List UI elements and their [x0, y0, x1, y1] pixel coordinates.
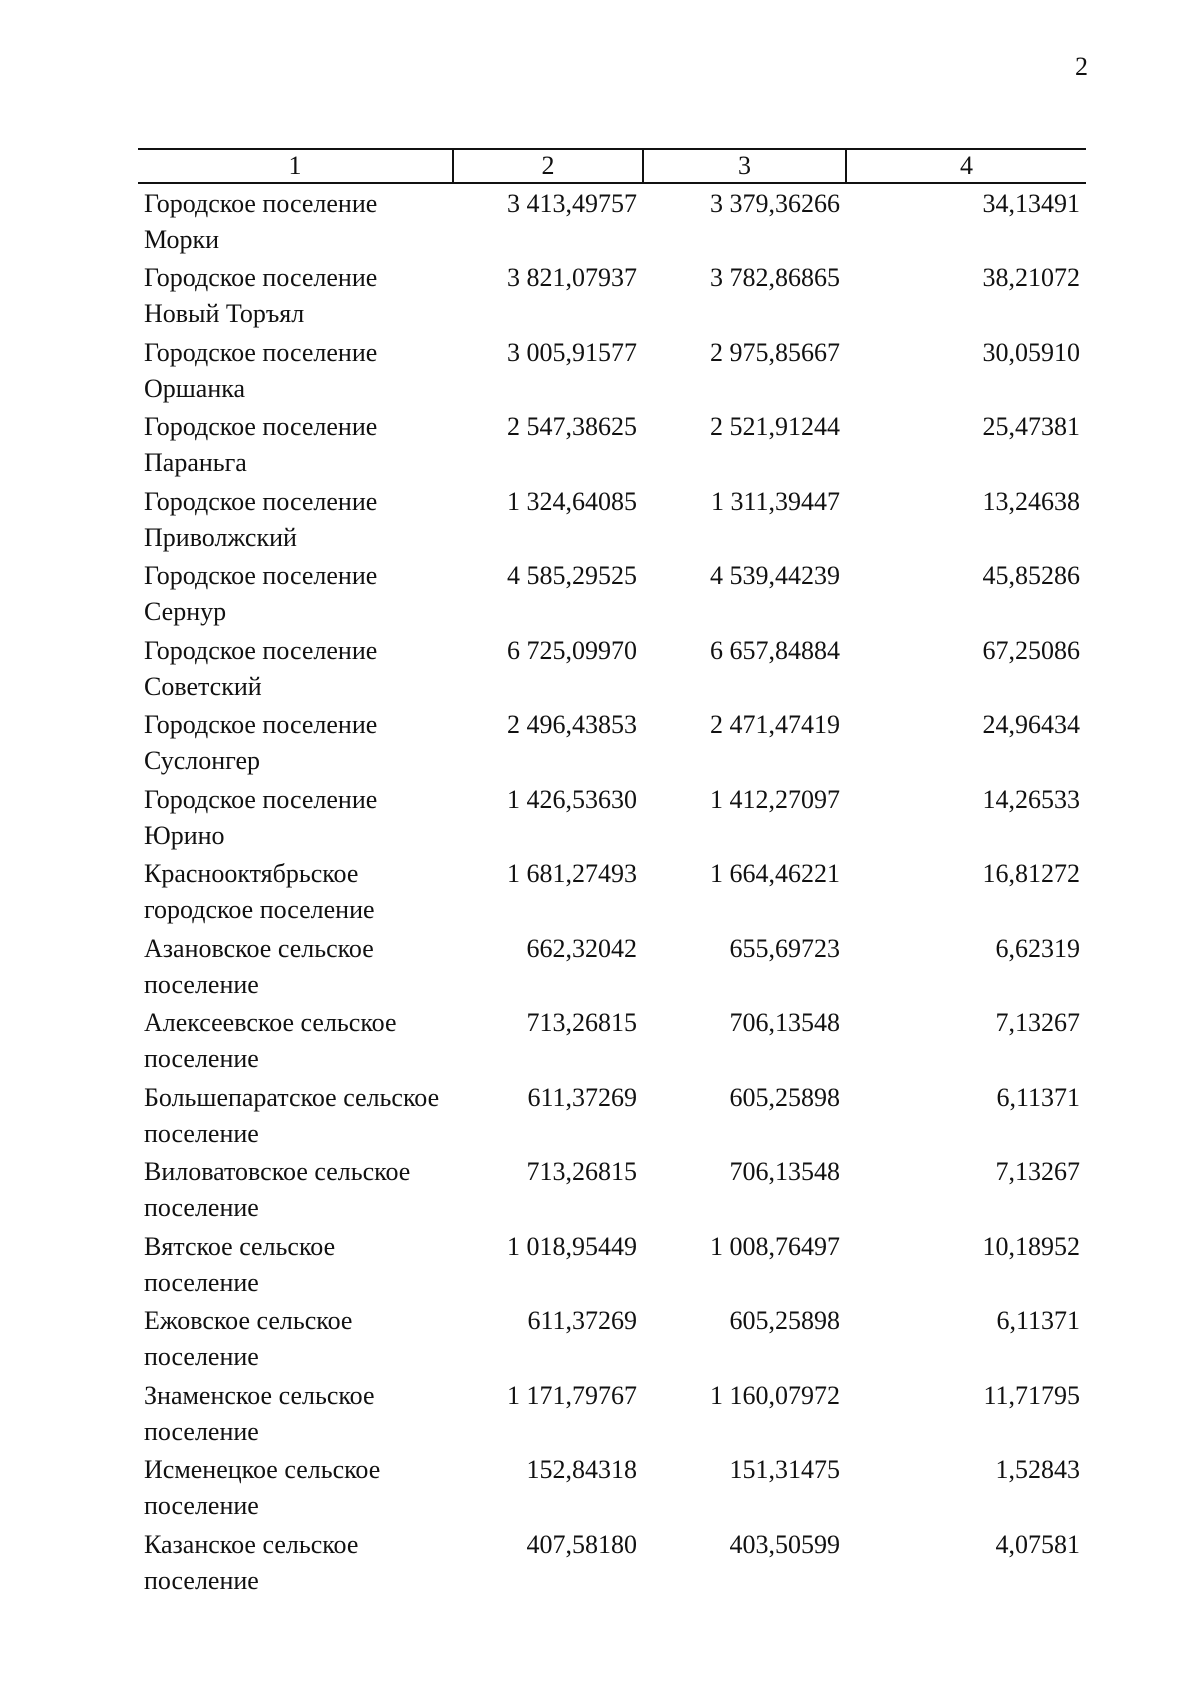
settlement-name: Вятское сельское поселение [144, 1231, 336, 1297]
settlement-name: Городское поселение Сернур [144, 561, 378, 626]
value-col-4: 30,05910 [982, 337, 1080, 367]
allocation-table [138, 148, 1086, 1599]
value-col-3: 1 412,27097 [710, 784, 840, 814]
value-col-3: 4 539,44239 [710, 561, 840, 590]
value-col-4: 67,25086 [982, 635, 1080, 665]
value-col-2: 3 413,49757 [507, 189, 637, 218]
column-header-1: 1 [138, 149, 453, 183]
table-body [138, 183, 1086, 1599]
value-col-4: 7,13267 [995, 1157, 1080, 1186]
value-col-2: 2 496,43853 [507, 710, 637, 739]
table-row [138, 556, 1086, 631]
value-col-2: 407,58180 [526, 1529, 637, 1559]
settlement-name: Городское поселение Юрино [144, 784, 378, 850]
value-col-4: 11,71795 [983, 1380, 1080, 1410]
value-col-3: 3 782,86865 [710, 263, 840, 292]
value-col-2: 611,37269 [527, 1082, 637, 1112]
value-col-2: 2 547,38625 [507, 412, 637, 441]
value-col-2: 1 681,27493 [507, 859, 637, 888]
value-col-3: 1 008,76497 [710, 1231, 840, 1261]
value-col-4: 34,13491 [982, 189, 1080, 218]
value-col-3: 706,13548 [729, 1157, 840, 1186]
value-col-4: 7,13267 [995, 1008, 1080, 1037]
settlement-name: Исменецкое сельское поселение [144, 1455, 381, 1520]
value-col-3: 1 160,07972 [710, 1380, 840, 1410]
settlement-name: Городское поселение Советский [144, 635, 378, 701]
value-col-2: 662,32042 [526, 933, 637, 963]
table-row [138, 1450, 1086, 1525]
table-row [138, 854, 1086, 929]
table-row [138, 1078, 1086, 1153]
table-row [138, 929, 1086, 1004]
value-col-4: 4,07581 [995, 1529, 1080, 1559]
value-col-3: 1 664,46221 [710, 859, 840, 888]
value-col-4: 24,96434 [982, 710, 1080, 739]
table-header [138, 149, 1086, 183]
settlement-name: Городское поселение Оршанка [144, 337, 378, 403]
value-col-3: 151,31475 [729, 1455, 840, 1484]
settlement-name: Городское поселение Суслонгер [144, 710, 378, 775]
settlement-name: Ежовское сельское поселение [144, 1306, 353, 1371]
value-col-4: 10,18952 [982, 1231, 1080, 1261]
value-col-4: 16,81272 [982, 859, 1080, 888]
table-row [138, 1152, 1086, 1227]
value-col-2: 4 585,29525 [507, 561, 637, 590]
settlement-name: Городское поселение Приволжский [144, 486, 378, 552]
settlement-name: Алексеевское сельское поселение [144, 1008, 397, 1073]
page-number: 2 [1075, 52, 1088, 81]
table-row [138, 407, 1086, 482]
value-col-2: 1 426,53630 [507, 784, 637, 814]
table-row [138, 1003, 1086, 1078]
value-col-4: 6,11371 [996, 1082, 1080, 1112]
settlement-name: Азановское сельское поселение [144, 933, 374, 999]
table-row [138, 482, 1086, 557]
value-col-4: 6,11371 [996, 1306, 1080, 1335]
value-col-2: 3 821,07937 [507, 263, 637, 292]
value-col-3: 1 311,39447 [710, 486, 840, 516]
table-row [138, 258, 1086, 333]
value-col-2: 1 171,79767 [507, 1380, 637, 1410]
settlement-name: Большепаратское сельское поселение [144, 1082, 440, 1148]
settlement-name: Городское поселение Параньга [144, 412, 378, 477]
column-header-4: 4 [846, 149, 1086, 183]
value-col-2: 3 005,91577 [507, 337, 637, 367]
settlement-name: Казанское сельское поселение [144, 1529, 359, 1595]
value-col-3: 605,25898 [729, 1082, 840, 1112]
table-row [138, 631, 1086, 706]
table-row [138, 183, 1086, 258]
table-row [138, 333, 1086, 408]
value-col-3: 2 521,91244 [710, 412, 840, 441]
value-col-2: 713,26815 [526, 1008, 637, 1037]
value-col-3: 605,25898 [729, 1306, 840, 1335]
value-col-4: 14,26533 [982, 784, 1080, 814]
value-col-3: 655,69723 [729, 933, 840, 963]
value-col-2: 6 725,09970 [507, 635, 637, 665]
settlement-name: Знаменское сельское поселение [144, 1380, 375, 1446]
table-row [138, 1376, 1086, 1451]
value-col-4: 13,24638 [982, 486, 1080, 516]
value-col-2: 1 324,64085 [507, 486, 637, 516]
value-col-2: 713,26815 [526, 1157, 637, 1186]
table-row [138, 1525, 1086, 1600]
table-row [138, 1227, 1086, 1302]
value-col-3: 2 471,47419 [710, 710, 840, 739]
value-col-3: 403,50599 [729, 1529, 840, 1559]
value-col-2: 152,84318 [526, 1455, 637, 1484]
value-col-3: 706,13548 [729, 1008, 840, 1037]
table-row [138, 705, 1086, 780]
value-col-3: 6 657,84884 [710, 635, 840, 665]
value-col-3: 3 379,36266 [710, 189, 840, 218]
settlement-name: Городское поселение Новый Торъял [144, 263, 378, 328]
settlement-name: Виловатовское сельское поселение [144, 1157, 411, 1222]
settlement-name: Краснооктябрьское городское поселение [144, 859, 375, 924]
column-header-3: 3 [643, 149, 846, 183]
value-col-4: 1,52843 [995, 1455, 1080, 1484]
table-row [138, 780, 1086, 855]
value-col-3: 2 975,85667 [710, 337, 840, 367]
table-row [138, 1301, 1086, 1376]
value-col-2: 1 018,95449 [507, 1231, 637, 1261]
header-row [138, 149, 1086, 183]
value-col-4: 45,85286 [982, 561, 1080, 590]
column-header-2: 2 [453, 149, 643, 183]
value-col-4: 6,62319 [995, 933, 1080, 963]
settlement-name: Городское поселение Морки [144, 189, 378, 254]
value-col-4: 25,47381 [982, 412, 1080, 441]
value-col-4: 38,21072 [982, 263, 1080, 292]
value-col-2: 611,37269 [527, 1306, 637, 1335]
